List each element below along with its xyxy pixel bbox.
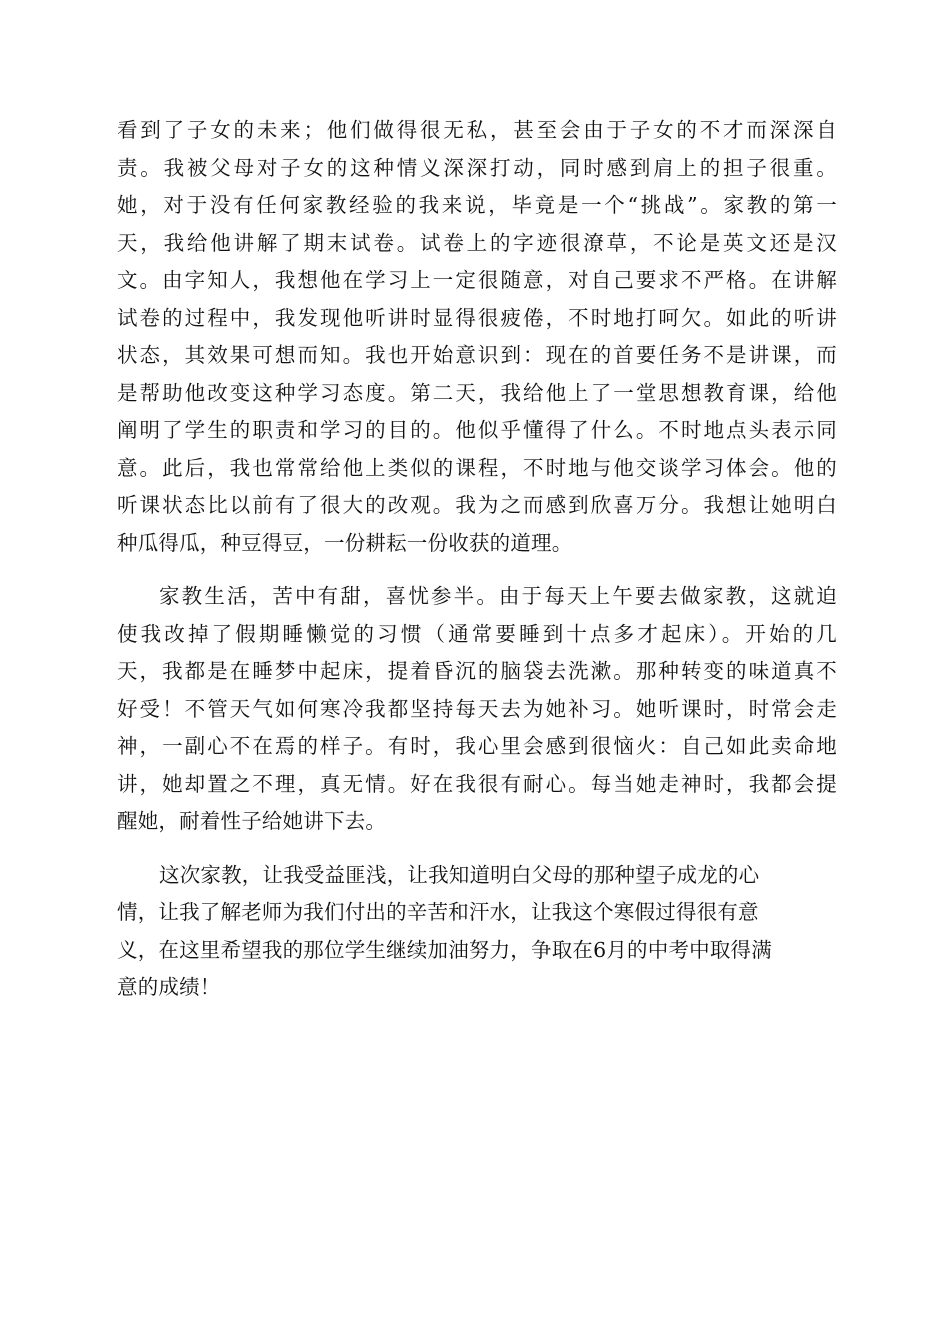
paragraph-3 (117, 857, 837, 1007)
text-line: 这次家教，让我受益匪浅，让我知道明白父母的那种望子成龙的心 (159, 862, 760, 887)
text-line: 讲，她却置之不理，真无情。好在我很有耐心。每当她走神时，我都会提 (117, 771, 837, 796)
text-line: 种瓜得瓜，种豆得豆，一份耕耘一份收获的道理。 (117, 530, 573, 555)
paragraph-2 (117, 578, 837, 841)
text-line: 试卷的过程中，我发现他听讲时显得很疲倦，不时地打呵欠。如此的听讲 (117, 305, 837, 330)
text-line: 家教生活，苦中有甜，喜忧参半。由于每天上午要去做家教，这就迫 (159, 584, 837, 608)
text-line: 阐明了学生的职责和学习的目的。他似乎懂得了什么。不时地点头表示同 (117, 418, 837, 442)
text-line: 情，让我了解老师为我们付出的辛苦和汗水，让我这个寒假过得很有意 (117, 900, 759, 924)
text-line: 看到了子女的未来；他们做得很无私，甚至会由于子女的不才而深深自 (117, 118, 837, 142)
text-line: 文。由字知人，我想他在学习上一定很随意，对自己要求不严格。在讲解 (117, 268, 837, 292)
text-line: 她，对于没有任何家教经验的我来说，毕竟是一个“挑战”。家教的第一 (117, 193, 837, 217)
text-line: 天，我都是在睡梦中起床，提着昏沉的脑袋去洗漱。那种转变的味道真不 (117, 659, 837, 683)
text-line: 使我改掉了假期睡懒觉的习惯（通常要睡到十点多才起床）。开始的几 (117, 621, 837, 646)
text-line: 是帮助他改变这种学习态度。第二天，我给他上了一堂思想教育课，给他 (117, 380, 837, 405)
text-line: 义，在这里希望我的那位学生继续加油努力，争取在6月的中考中取得满 (117, 937, 772, 962)
text-line: 天，我给他讲解了期末试卷。试卷上的字迹很潦草，不论是英文还是汉 (117, 230, 837, 255)
text-line: 意的成绩！ (117, 975, 221, 999)
text-line: 好受！不管天气如何寒冷我都坚持每天去为她补习。她听课时，时常会走 (117, 696, 837, 721)
text-line: 责。我被父母对子女的这种情义深深打动，同时感到肩上的担子很重。 (117, 155, 837, 180)
text-line: 神，一副心不在焉的样子。有时，我心里会感到很恼火：自己如此卖命地 (117, 734, 837, 758)
text-line: 意。此后，我也常常给他上类似的课程，不时地与他交谈学习体会。他的 (117, 455, 837, 480)
text-line: 听课状态比以前有了很大的改观。我为之而感到欣喜万分。我想让她明白 (117, 493, 837, 517)
paragraph-1 (117, 112, 837, 562)
document-body (117, 112, 837, 1007)
text-line: 状态，其效果可想而知。我也开始意识到：现在的首要任务不是讲课，而 (117, 343, 837, 367)
text-line: 醒她，耐着性子给她讲下去。 (117, 809, 387, 833)
